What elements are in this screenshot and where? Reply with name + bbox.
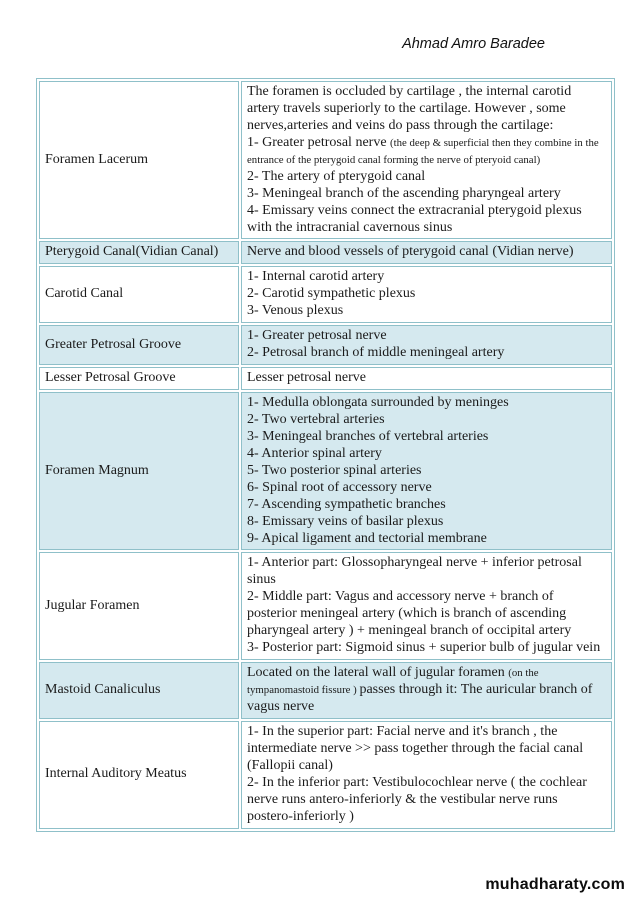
- content-text: 5- Two posterior spinal arteries: [247, 462, 422, 478]
- foramen-contents-cell: [241, 81, 612, 239]
- content-text: 1- In the superior part: Facial nerve and it's branch , the intermediate nerve >> pass together through the facial canal (Fallopii canal): [247, 723, 584, 773]
- content-text: 8- Emissary veins of basilar plexus: [247, 513, 444, 529]
- foramen-name-cell: Jugular Foramen: [39, 552, 239, 660]
- row-foramen-lacerum: [39, 81, 612, 239]
- content-text: 3- Posterior part: Sigmoid sinus + superior bulb of jugular vein: [247, 640, 601, 656]
- content-line: [247, 135, 606, 169]
- content-note-small: (on the tympanomastoid fissure ): [247, 667, 539, 696]
- content-line: [247, 345, 606, 362]
- content-text: 4- Anterior spinal artery: [247, 445, 382, 461]
- content-line: [247, 429, 606, 446]
- content-line: [247, 286, 606, 303]
- content-line: [247, 665, 606, 716]
- content-text: 1- Anterior part: Glossopharyngeal nerve + inferior petrosal sinus: [247, 555, 582, 588]
- content-text: Lesser petrosal nerve: [247, 370, 366, 386]
- content-text: 9- Apical ligament and tectorial membrane: [247, 530, 487, 546]
- foramen-name-cell: Pterygoid Canal(Vidian Canal): [39, 241, 239, 264]
- content-text: 1- Internal carotid artery: [247, 269, 385, 285]
- content-line: [247, 724, 606, 775]
- content-text: passes through it: The auricular branch of vagus nerve: [247, 682, 593, 714]
- foramen-name-cell: Greater Petrosal Groove: [39, 325, 239, 365]
- content-text: Located on the lateral wall of jugular foramen: [247, 665, 509, 681]
- content-line: [247, 531, 606, 548]
- content-line: [247, 84, 606, 135]
- content-text: 3- Meningeal branches of vertebral arteries: [247, 428, 489, 444]
- content-text: 1- Medulla oblongata surrounded by meninges: [247, 395, 509, 410]
- foramen-name-cell: Foramen Magnum: [39, 392, 239, 550]
- foramen-contents-cell: [241, 552, 612, 660]
- content-line: [247, 589, 606, 640]
- content-line: [247, 203, 606, 237]
- row-internal-auditory-meatus: [39, 721, 612, 829]
- row-mastoid-canaliculus: [39, 662, 612, 719]
- foramen-name-cell: Foramen Lacerum: [39, 81, 239, 239]
- content-text: 2- Two vertebral arteries: [247, 411, 385, 427]
- foramen-name-cell: Mastoid Canaliculus: [39, 662, 239, 719]
- content-text: 2- In the inferior part: Vestibulocochlear nerve ( the cochlear nerve runs antero-inferiorly & the vestibular nerve runs postero-inferiorly ): [247, 774, 587, 824]
- content-text: 1- Greater petrosal nerve: [247, 134, 391, 150]
- row-jugular-foramen: [39, 552, 612, 660]
- foramen-contents-cell: [241, 392, 612, 550]
- content-line: [247, 555, 606, 589]
- content-line: [247, 169, 606, 186]
- content-line: [247, 269, 606, 286]
- foramen-contents-cell: [241, 662, 612, 719]
- foramina-table-body: [39, 81, 612, 829]
- foramen-contents-cell: [241, 721, 612, 829]
- content-text: 3- Venous plexus: [247, 303, 344, 319]
- content-line: [247, 446, 606, 463]
- content-text: 7- Ascending sympathetic branches: [247, 496, 446, 512]
- content-line: [247, 244, 606, 261]
- content-line: [247, 303, 606, 320]
- content-line: [247, 412, 606, 429]
- row-greater-petrosal-groove: [39, 325, 612, 365]
- row-carotid-canal: [39, 266, 612, 323]
- author-name: Ahmad Amro Baradee: [402, 36, 545, 52]
- content-line: [247, 497, 606, 514]
- row-lesser-petrosal-groove: [39, 367, 612, 390]
- content-text: 3- Meningeal branch of the ascending pharyngeal artery: [247, 185, 561, 201]
- foramen-name-cell: Internal Auditory Meatus: [39, 721, 239, 829]
- content-line: [247, 395, 606, 412]
- foramen-contents-cell: [241, 266, 612, 323]
- foramen-name-cell: Lesser Petrosal Groove: [39, 367, 239, 390]
- content-line: [247, 775, 606, 826]
- site-watermark: muhadharaty.com: [485, 876, 625, 893]
- content-note-small: (the deep & superficial then they combine in the entrance of the pterygoid canal forming the nerve of pteryoid canal): [247, 136, 599, 166]
- content-line: [247, 514, 606, 531]
- content-text: 2- The artery of pterygoid canal: [247, 168, 426, 184]
- content-text: The foramen is occluded by cartilage , the internal carotid artery travels superiorly to the cartilage. However , some nerves,arteries and veins do pass through the cartilage:: [247, 84, 572, 133]
- foramen-contents-cell: [241, 241, 612, 264]
- row-foramen-magnum: [39, 392, 612, 550]
- content-text: 1- Greater petrosal nerve: [247, 328, 387, 344]
- content-text: 2- Middle part: Vagus and accessory nerve + branch of posterior meningeal artery (which is branch of ascending pharyngeal artery ) + meningeal branch of occipital artery: [247, 589, 572, 639]
- content-line: [247, 463, 606, 480]
- content-line: [247, 480, 606, 497]
- foramen-name-cell: Carotid Canal: [39, 266, 239, 323]
- content-line: [247, 186, 606, 203]
- foramen-contents-cell: [241, 367, 612, 390]
- content-text: 4- Emissary veins connect the extracranial pterygoid plexus with the intracranial cavernous sinus: [247, 202, 582, 235]
- content-line: [247, 328, 606, 345]
- content-text: 6- Spinal root of accessory nerve: [247, 479, 432, 495]
- content-line: [247, 370, 606, 387]
- foramen-contents-cell: [241, 325, 612, 365]
- content-text: 2- Carotid sympathetic plexus: [247, 286, 416, 302]
- foramina-table: [36, 78, 615, 832]
- content-text: 2- Petrosal branch of middle meningeal artery: [247, 345, 505, 361]
- row-pterygoid-canal-vidian-canal: [39, 241, 612, 264]
- content-line: [247, 640, 606, 657]
- content-text: Nerve and blood vessels of pterygoid canal (Vidian nerve): [247, 244, 574, 260]
